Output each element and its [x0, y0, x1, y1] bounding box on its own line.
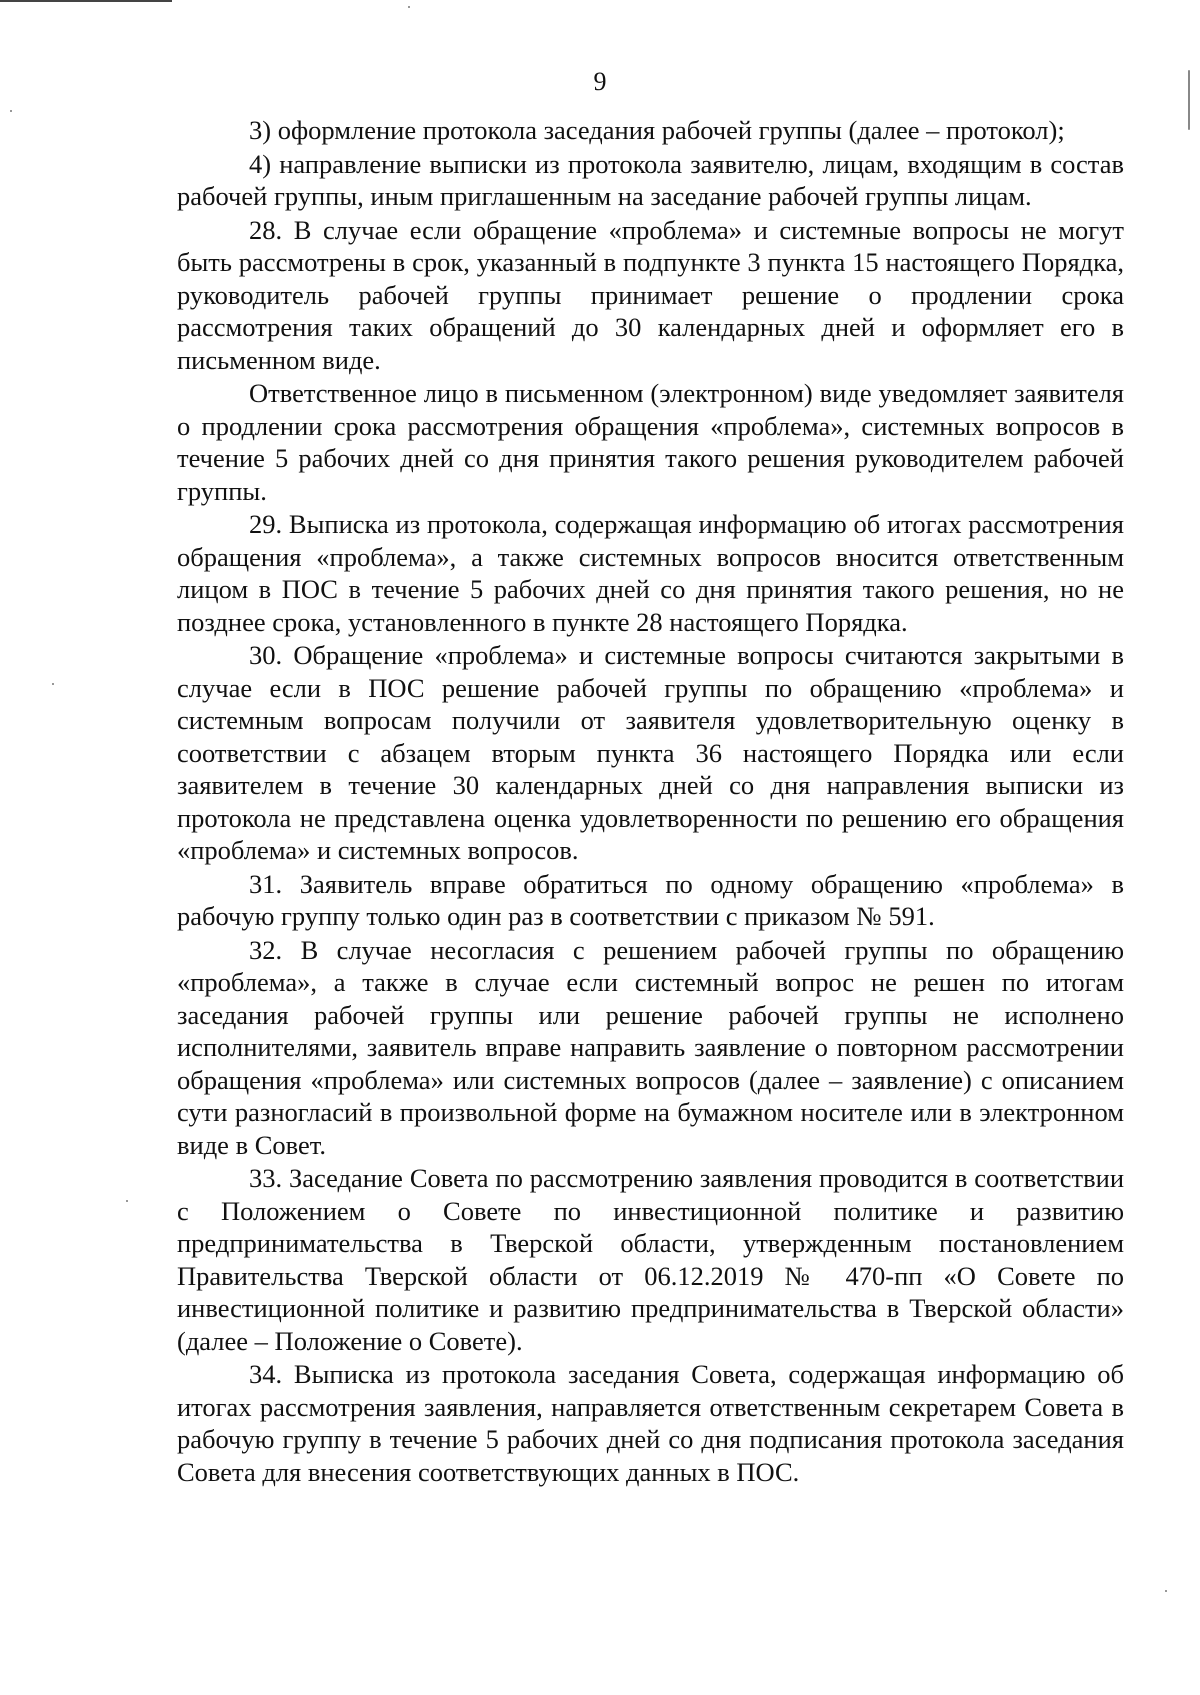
page-number: 9: [593, 67, 607, 96]
paragraph-item-4: 4) направление выписки из протокола заявителю, лицам, входящим в состав рабочей группы, иным приглашенным на заседание рабочей группы лицам.: [177, 148, 1124, 211]
scan-speck: [1165, 1590, 1167, 1592]
paragraph-clause-33: 33. Заседание Совета по рассмотрению заявления проводится в соответствии с Положением о Совете по инвестиционной политике и развитию предпринимательства в Тверской области, утвержденным постановлением Правительства Тверской области от 06.12.2019 № 470-пп «О Совете по инвестиционной политике и развитию предпринимательства в Тверской области» (далее – Положение о Совете).: [177, 1163, 1124, 1356]
paragraph-clause-32: 32. В случае несогласия с решением рабочей группы по обращению «проблема», а также в случае если системный вопрос не решен по итогам заседания рабочей группы или решение рабочей группы не исполнено исполнителями, заявитель вправе направить заявление о повторном рассмотрении обращения «проблема» или системных вопросов (далее – заявление) с описанием сути разногласий в произвольной форме на бумажном носителе или в электронном виде в Совет.: [177, 934, 1124, 1160]
top-edge-rule: [0, 0, 172, 2]
paragraph-clause-31: 31. Заявитель вправе обратиться по одному обращению «проблема» в рабочую группу только один раз в соответствии с приказом № 591.: [177, 868, 1124, 931]
scan-speck: [10, 110, 12, 112]
document-body: [177, 114, 1124, 1488]
paragraph-clause-34: 34. Выписка из протокола заседания Совета, содержащая информацию об итогах рассмотрения заявления, направляется ответственным секретарем Совета в рабочую группу в течение 5 рабочих дней со дня подписания протокола заседания Совета для внесения соответствующих данных в ПОС.: [177, 1359, 1124, 1487]
scan-speck: [408, 6, 410, 8]
paragraph-clause-30: 30. Обращение «проблема» и системные вопросы считаются закрытыми в случае если в ПОС решение рабочей группы по обращению «проблема» и системным вопросам получили от заявителя удовлетворительную оценку в соответствии с абзацем вторым пункта 36 настоящего Порядка или если заявителем в течение 30 календарных дней со дня направления выписки из протокола не представлена оценка удовлетворенности по решению его обращения «проблема» и системных вопросов.: [177, 640, 1124, 865]
scan-speck: [126, 1200, 128, 1202]
scan-speck: [52, 683, 54, 685]
paragraph-clause-28-notice: Ответственное лицо в письменном (электронном) виде уведомляет заявителя о продлении срока рассмотрения обращения «проблема», системных вопросов в течение 5 рабочих дней со дня принятия такого решения руководителем рабочей группы.: [177, 378, 1124, 506]
paragraph-clause-28: 28. В случае если обращение «проблема» и системные вопросы не могут быть рассмотрены в срок, указанный в подпункте 3 пункта 15 настоящего Порядка, руководитель рабочей группы принимает решение о продлении срока рассмотрения таких обращений до 30 календарных дней и оформляет его в письменном виде.: [177, 214, 1124, 375]
paragraph-item-3: 3) оформление протокола заседания рабочей группы (далее – протокол);: [249, 115, 1065, 145]
paragraph-clause-29: 29. Выписка из протокола, содержащая информацию об итогах рассмотрения обращения «проблема», а также системных вопросов вносится ответственным лицом в ПОС в течение 5 рабочих дней со дня принятия такого решения, но не позднее срока, установленного в пункте 28 настоящего Порядка.: [177, 509, 1124, 637]
